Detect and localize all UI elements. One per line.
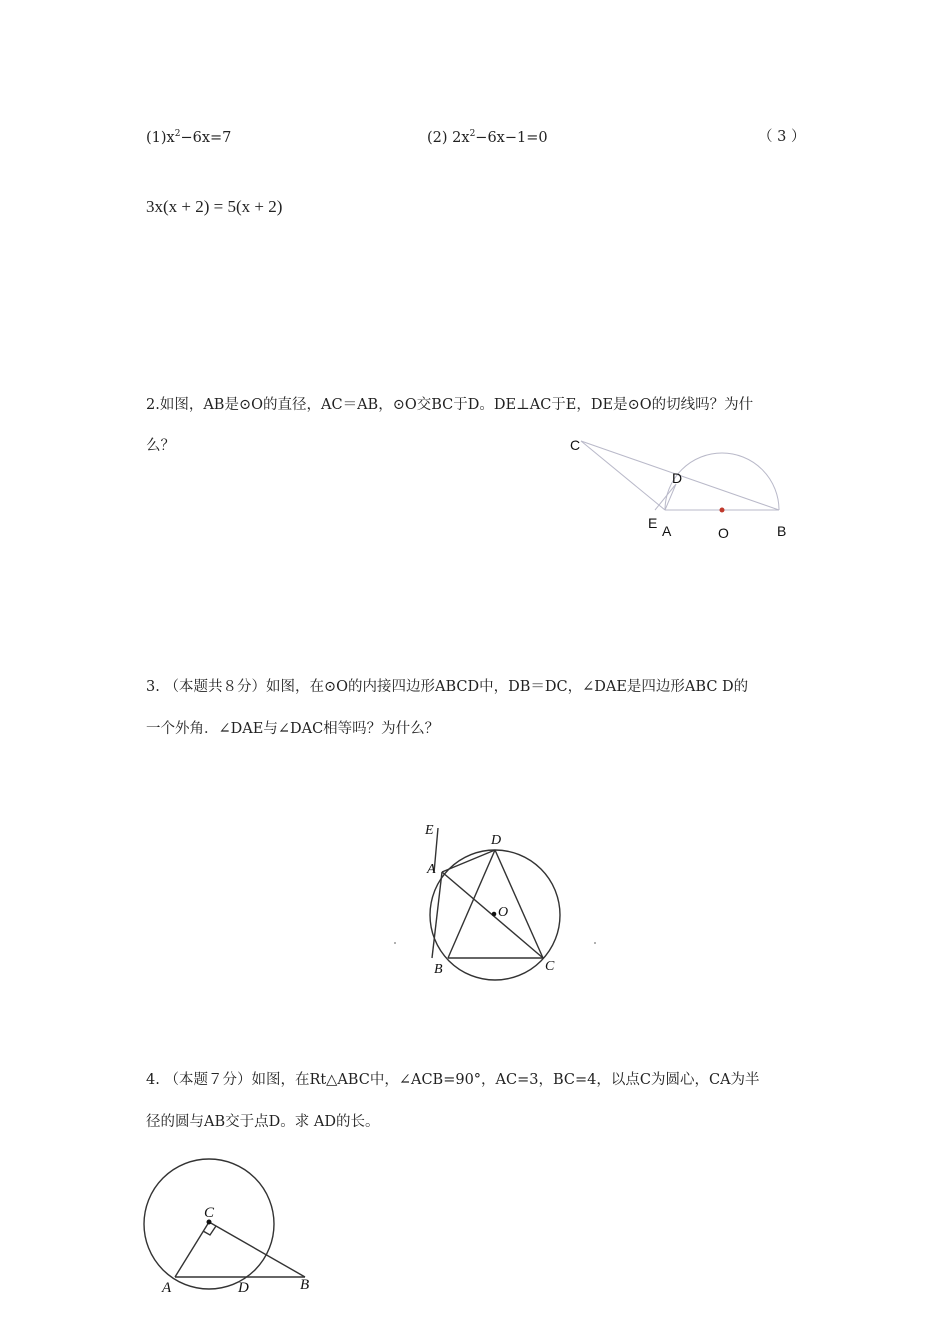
problem-2-line-2: 么？ [146, 438, 175, 454]
problem-3-line-2: 一个外角．∠DAE与∠DAC相等吗？为什么？ [146, 721, 440, 737]
problem-4-line-1: 4. （本题７分）如图，在Rt△ABC中，∠ACB=90°，AC=3，BC=4，以点C为圆心，CA为半 [146, 1072, 760, 1088]
equation-2 [427, 130, 548, 146]
label-d: D [238, 1280, 249, 1296]
label-c: C [570, 437, 581, 453]
label-o: O [498, 905, 509, 920]
equation-1 [146, 130, 231, 146]
equation-1-exponent: 2 [174, 129, 181, 139]
equation-3-label: （ 3 ） [758, 129, 806, 145]
label-a: A [162, 1280, 172, 1296]
label-e: E [648, 515, 658, 531]
label-b: B [777, 523, 787, 539]
center-o-dot [492, 912, 497, 917]
line-ca [581, 441, 665, 510]
line-ca [175, 1222, 209, 1277]
line-dc [495, 850, 543, 958]
label-d: D [491, 833, 502, 848]
label-e: E [425, 823, 434, 838]
label-b: B [434, 962, 443, 977]
label-o: O [718, 525, 729, 541]
center-o-dot [720, 508, 725, 513]
label-a: A [427, 862, 436, 877]
problem-3-figure [385, 815, 605, 1005]
label-c: C [545, 959, 555, 974]
equation-1-prefix: (1)x [146, 130, 175, 146]
problem-4-line-2: 径的圆与AB交于点D。求 AD的长。 [146, 1114, 380, 1130]
equation-2-exponent: 2 [469, 129, 476, 139]
problem-2-line-1: 2.如图，AB是⊙O的直径，AC＝AB，⊙O交BC于D。DE⊥AC于E，DE是⊙O的切线吗？为什 [146, 397, 754, 413]
equation-2-prefix: (2) 2x [427, 130, 470, 146]
equation-1-suffix: −6x=7 [180, 130, 232, 146]
problem-3-line-1: 3. （本题共８分）如图，在⊙O的内接四边形ABCD中，DB＝DC，∠DAE是四边形ABC D的 [146, 679, 749, 695]
problem-4-figure [140, 1152, 340, 1302]
label-b: B [300, 1277, 310, 1293]
label-d: D [672, 470, 683, 486]
equation-3-formula: 3x(x + 2) = 5(x + 2) [146, 197, 283, 216]
label-c: C [204, 1205, 215, 1221]
stray-dot-left [394, 942, 396, 944]
stray-dot-right [594, 942, 596, 944]
label-a: A [662, 523, 672, 539]
equation-2-suffix: −6x−1=0 [475, 130, 548, 146]
problem-2-figure [555, 432, 805, 547]
